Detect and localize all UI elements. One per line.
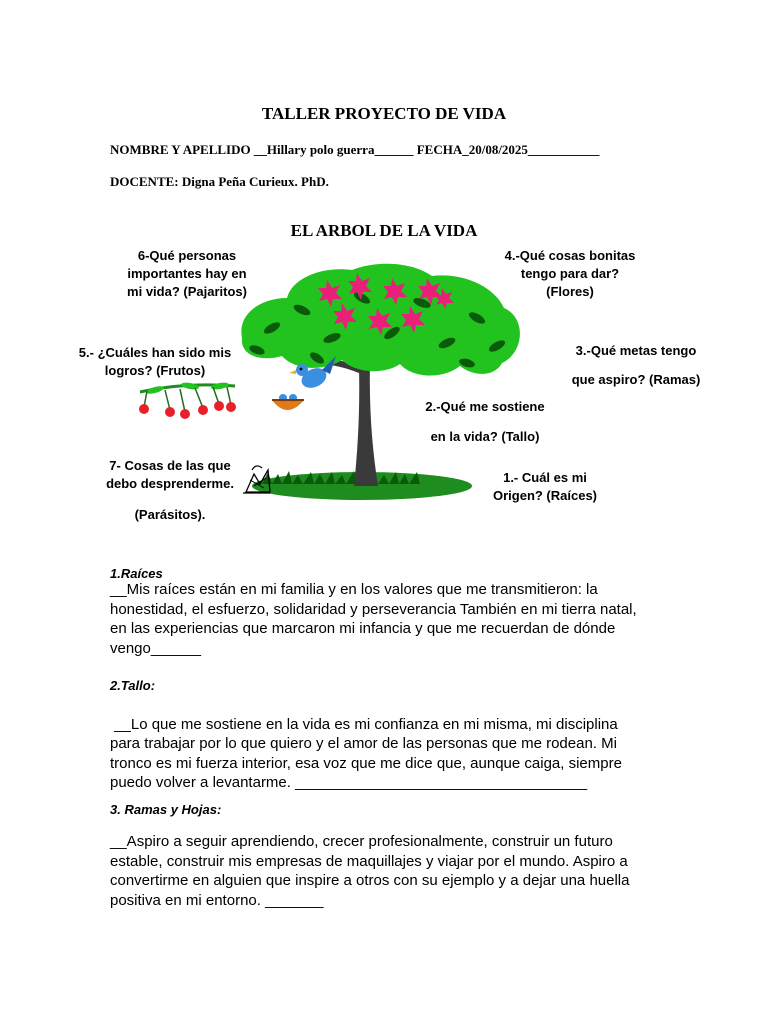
cherries-icon: [135, 380, 240, 422]
section-title-raices: 1.Raíces: [110, 566, 163, 581]
question-4: 4.-Qué cosas bonitas tengo para dar? (Flores): [504, 248, 636, 299]
section-title-ramas: 3. Ramas y Hojas:: [110, 802, 222, 817]
section-text-ramas: __Aspiro a seguir aprendiendo, crecer profesionalmente, construir un futuro estable, construir mis empresas de maquillajes y viajar por el mundo. Aspiro a convertirme en alguien que inspire a otros con su ejemplo y a dejar una huella positiva en mi entorno. _______: [110, 833, 630, 909]
tree-title: EL ARBOL DE LA VIDA: [290, 221, 478, 240]
nest-icon: [272, 394, 304, 410]
page-title: TALLER PROYECTO DE VIDA: [261, 104, 507, 123]
tree-illustration: [232, 258, 532, 503]
teacher-line: DOCENTE: Digna Peña Curieux. PhD.: [110, 174, 329, 189]
section-text-raices: __Mis raíces están en mi familia y en los valores que me transmitieron: la honestidad, el esfuerzo, solidaridad y perseverancia También en mi tierra natal, en las experiencias que marcaron mi infancia y que me recuerdan de dónde vengo______: [110, 581, 637, 657]
section-title-tallo: 2.Tallo:: [110, 678, 156, 693]
question-5: 5.- ¿Cuáles han sido mis logros? (Frutos): [78, 345, 232, 378]
question-6: 6-Qué personas importantes hay en mi vida? (Pajaritos): [127, 248, 247, 299]
name-date-line: NOMBRE Y APELLIDO __Hillary polo guerra______ FECHA_20/08/2025___________: [110, 142, 600, 157]
question-1: 1.- Cuál es mi Origen? (Raíces): [492, 470, 598, 503]
question-3: 3.-Qué metas tengo que aspiro? (Ramas): [571, 343, 701, 387]
question-7: 7- Cosas de las que debo desprenderme. (Parásitos).: [106, 458, 234, 522]
section-text-tallo: __Lo que me sostiene en la vida es mi confianza en mi misma, mi disciplina para trabajar por lo que quiero y el amor de las personas que me rodean. Mi tronco es mi fuerza interior, esa voz que me dice que, aunque caiga, siempre puedo volver a levantarme. ___________________________________: [110, 715, 622, 791]
question-2: 2.-Qué me sostiene en la vida? (Tallo): [425, 399, 545, 444]
